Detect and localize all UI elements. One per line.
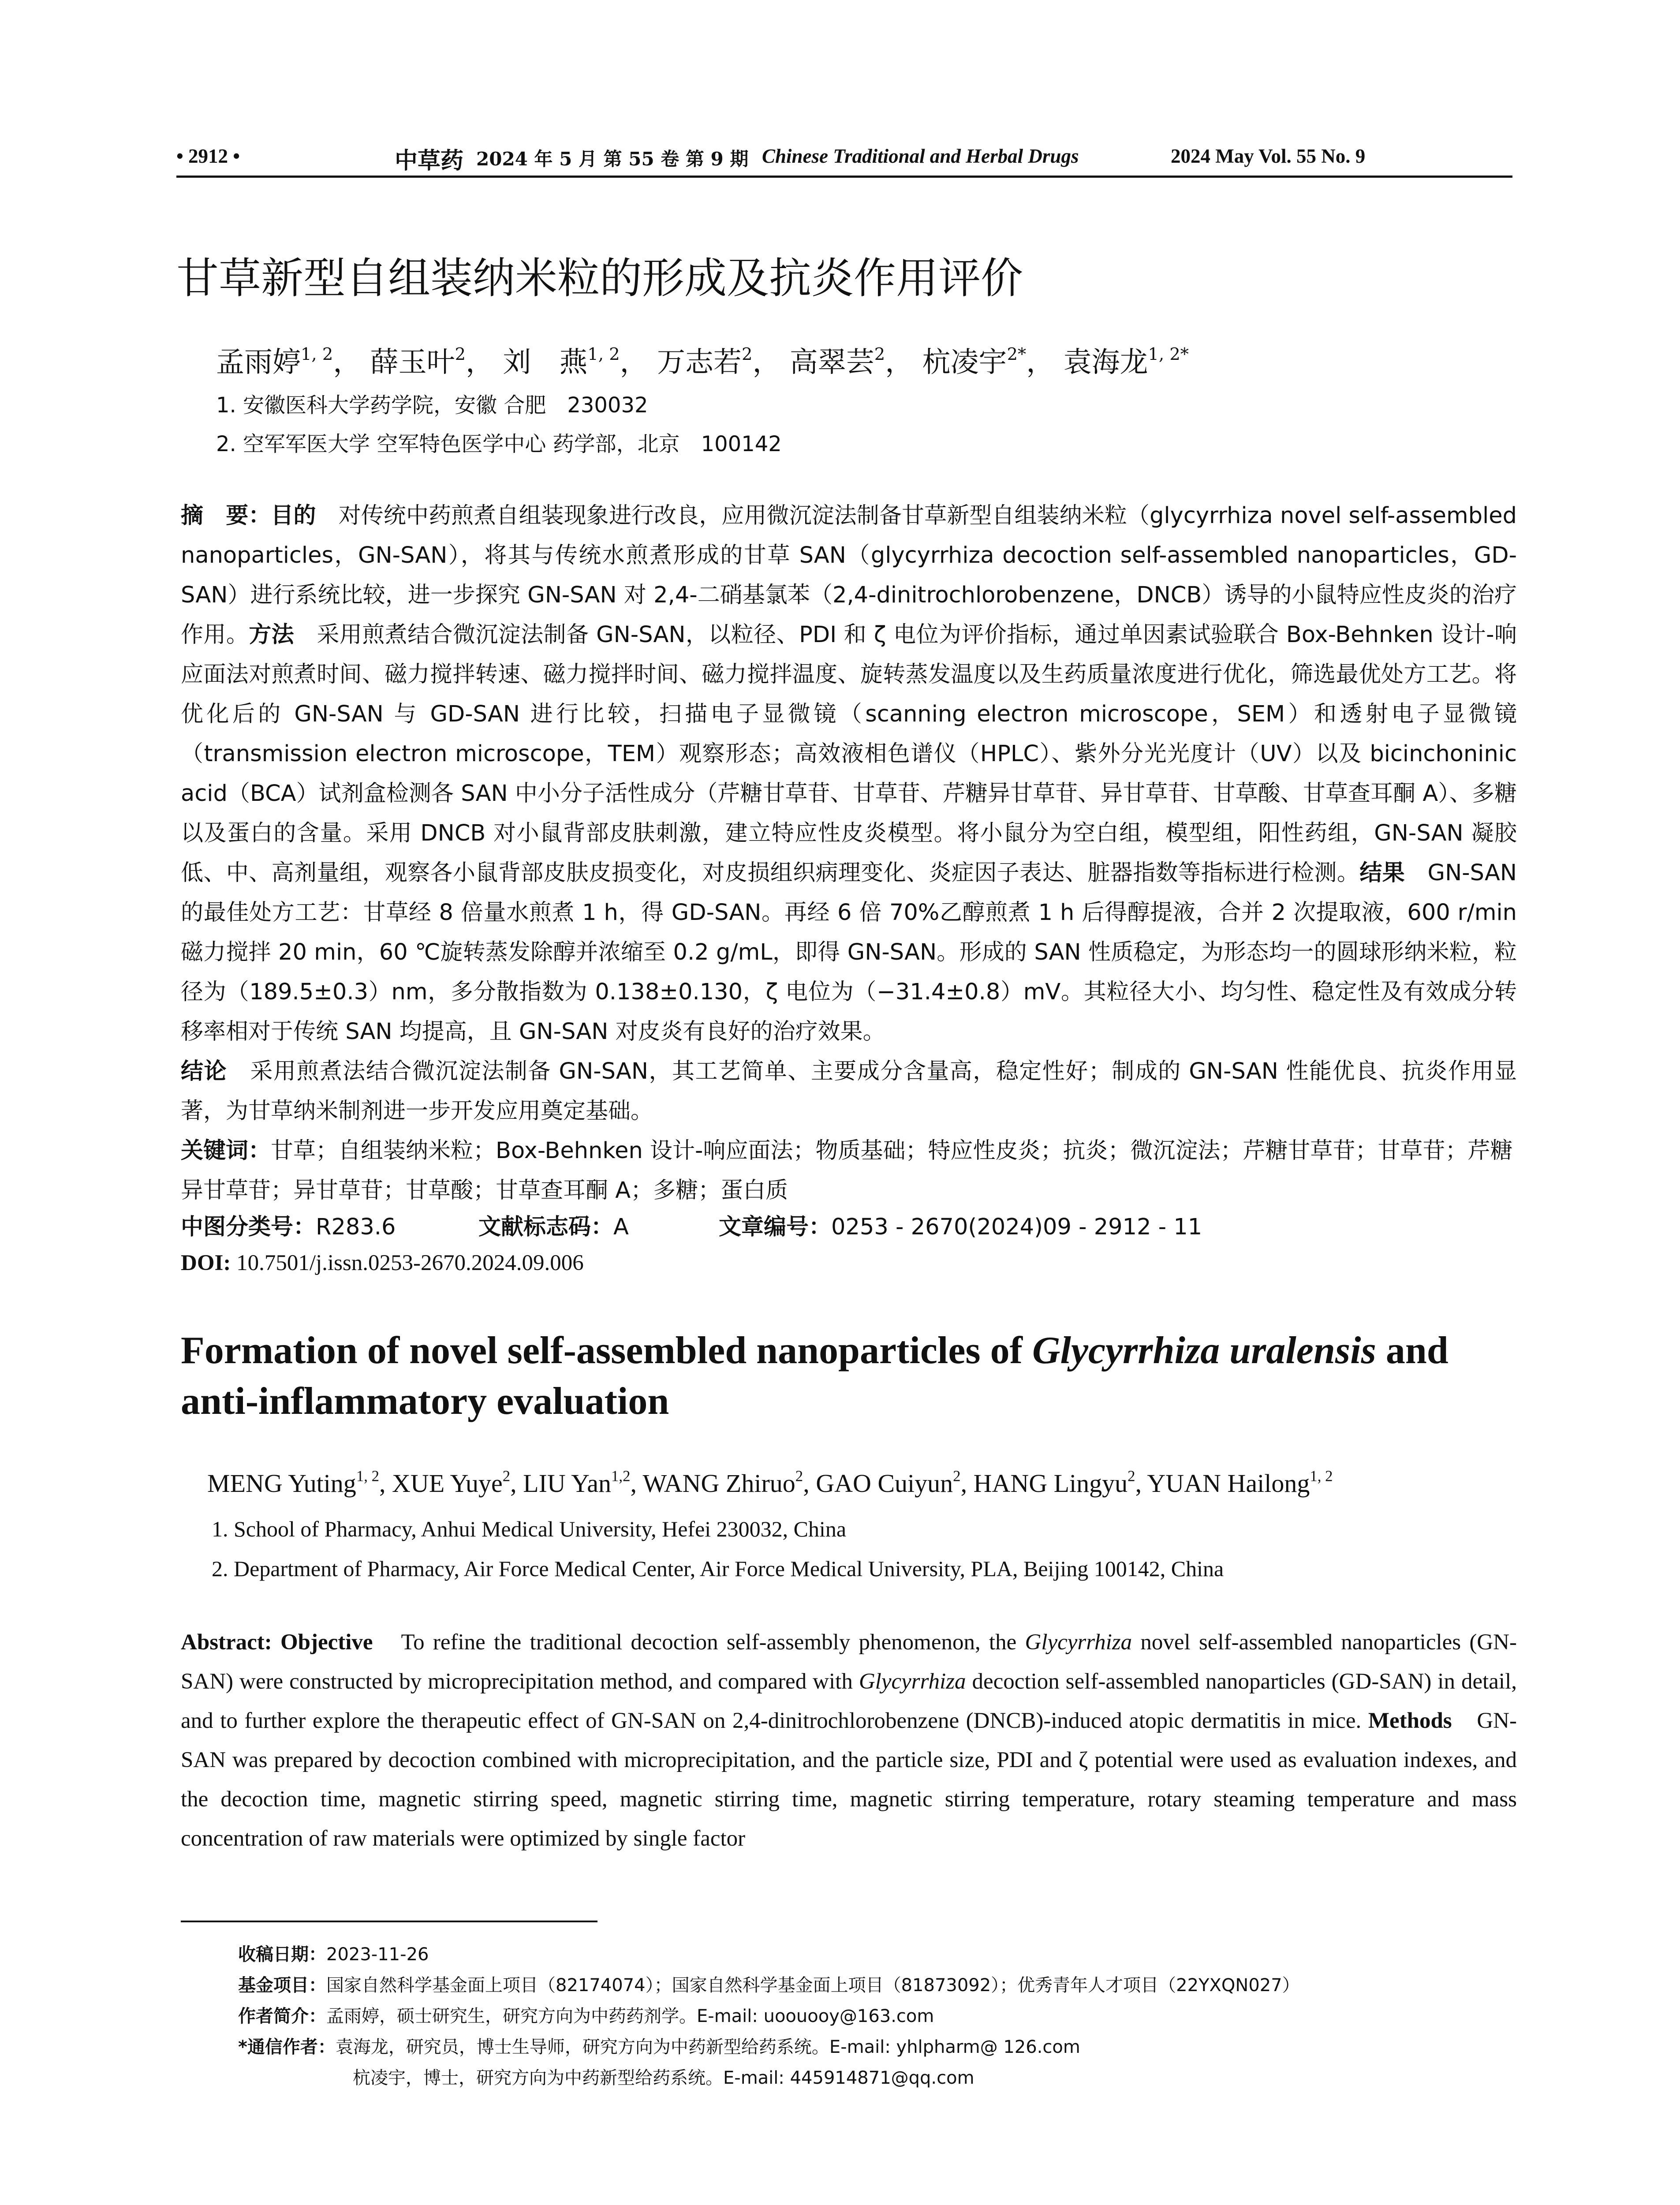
author-cn: 杭凌宇$^{2*}$， [922,344,1055,379]
author-cn: 刘 燕$^{1, 2}$， [503,344,648,379]
footnote-corresponding-2: 杭凌宇，博士，研究方向为中药新型给药系统。E-mail: 445914871@qq.com [353,2068,974,2088]
article-number-label: 文章编号： [719,1214,832,1240]
author-en: XUE Yuye$^2$, [392,1467,523,1498]
author-cn: 袁海龙$^{1, 2*}$ [1063,344,1189,379]
footnote-author: 作者简介：孟雨婷，硕士研究生，研究方向为中药药剂学。E-mail: uoouooy@163.com [238,2006,934,2026]
affiliation-cn-2: 2. 空军军医大学 空军特色医学中心 药学部，北京 100142 [216,432,782,456]
keywords-cn [181,1131,1517,1211]
doi-value: 10.7501/j.issn.0253-2670.2024.09.006 [231,1251,584,1275]
footnote-fund: 基金项目：国家自然科学基金面上项目（82174074）；国家自然科学基金面上项目（81873092）；优秀青年人才项目（22YXQN027） [238,1975,1300,1996]
author-en: GAO Cuiyun$^2$, [816,1467,974,1498]
journal-name-en: Chinese Traditional and Herbal Drugs [762,145,1079,167]
author-cn: 孟雨婷$^{1, 2}$， [216,344,362,379]
author-en: LIU Yan$^{1,2}$, [523,1467,643,1498]
author-en: MENG Yuting$^{1, 2}$, [207,1467,392,1498]
clc-value: R283.6 [316,1214,396,1240]
author-cn: 薛玉叶$^2$， [370,344,494,379]
author-list-en [207,1469,1333,1498]
article-number-value: 0253 - 2670(2024)09 - 2912 - 11 [831,1214,1202,1240]
doc-code-value: A [613,1214,629,1240]
running-header [176,140,1512,178]
issue-cn: 2024 年 5 月 第 55 卷 第 9 期 [476,148,749,170]
objective-text-cn: 对传统中药煎煮自组装现象进行改良，应用微沉淀法制备甘草新型自组装纳米粒（glycyrrhiza novel self-assembled nanoparticles，GN-SAN），将其与传统水煎煮形成的甘草 SAN（glycyrrhiza decoction self-assembled nanoparticles，GD-SAN）进行系统比较，进一步探究 GN-SAN 对 2,4-二硝基氯苯（2,4-dinitrochlorobenzene，DNCB）诱导的小鼠特应性皮炎的治疗作用。 [181,503,1517,648]
author-en: YUAN Hailong$^{1, 2}$ [1147,1467,1333,1498]
conclusion-text-cn: 采用煎煮法结合微沉淀法制备 GN-SAN，其工艺简单、主要成分含量高，稳定性好；制成的 GN-SAN 性能优良、抗炎作用显著，为甘草纳米制剂进一步开发应用奠定基础。 [181,1058,1517,1124]
abstract-cn [181,496,1517,1131]
author-cn: 高翠芸$^2$， [789,344,914,379]
keywords-label: 关键词： [181,1138,271,1164]
abstract-label-cn: 摘 要： [181,503,271,529]
abstract-en: Abstract: Objective To refine the traditional decoction self-assembly phenomenon, the Glycyrrhiza novel self-assembled nanoparticles (GN-SAN) were constructed by microprecipitation method, and compared with Glycyrrhiza decoction self-assembled nanoparticles (GD-SAN) in detail, and to further explore the therapeutic effect of GN-SAN on 2,4-dinitrochlorobenzene (DNCB)-induced atopic dermatitis in mice. Methods GN-SAN was prepared by decoction combined with microprecipitation, and the particle size, PDI and ζ potential were used as evaluation indexes, and the decoction time, magnetic stirring speed, magnetic stirring time, magnetic stirring temperature, rotary steaming temperature and mass concentration of raw materials were optimized by single factor [181,1630,1517,1851]
author-en: WANG Zhiruo$^2$, [642,1467,816,1498]
author-cn: 万志若$^2$， [657,344,781,379]
issue-en: 2024 May Vol. 55 No. 9 [1171,145,1366,167]
classification-line [181,1208,396,1241]
methods-label-en: Methods [1368,1708,1452,1733]
results-label-cn: 结果 [1359,860,1405,886]
clc-label: 中图分类号： [181,1214,316,1240]
doc-code-label: 文献标志码： [478,1214,614,1240]
doi-label: DOI: [181,1251,231,1275]
doi-line [181,1250,584,1276]
footnote-received: 收稿日期：2023-11-26 [238,1944,429,1965]
abstract-label-en: Abstract: Objective [181,1630,373,1655]
methods-label-cn: 方法 [249,622,295,648]
results-text-cn: GN-SAN 的最佳处方工艺：甘草经 8 倍量水煎煮 1 h，得 GD-SAN。再经 6 倍 70%乙醇煎煮 1 h 后得醇提液，合并 2 次提取液，600 r/min 磁力搅拌 20 min，60 ℃旋转蒸发除醇并浓缩至 0.2 g/mL，即得 GN-SAN。形成的 SAN 性质稳定，为形态均一的圆球形纳米粒，粒径为（189.5±0.3）nm，多分散指数为 0.138±0.130，ζ 电位为（−31.4±0.8）mV。其粒径大小、均匀性、稳定性及有效成分转移率相对于传统 SAN 均提高，且 GN-SAN 对皮炎有良好的治疗效果。 [181,860,1517,1045]
objective-label-cn: 目的 [271,503,316,529]
article-title-cn: 甘草新型自组装纳米粒的形成及抗炎作用评价 [176,254,1023,303]
footnote-corresponding: *通信作者：袁海龙，研究员，博士生导师，研究方向为中药新型给药系统。E-mail: yhlpharm@ 126.com [238,2037,1080,2057]
methods-text-cn: 采用煎煮结合微沉淀法制备 GN-SAN，以粒径、PDI 和 ζ 电位为评价指标，通过单因素试验联合 Box-Behnken 设计-响应面法对煎煮时间、磁力搅拌转速、磁力搅拌时间、磁力搅拌温度、旋转蒸发温度以及生药质量浓度进行优化，筛选最优处方工艺。将优化后的 GN-SAN 与 GD-SAN 进行比较，扫描电子显微镜（scanning electron microscope，SEM）和透射电子显微镜（transmission electron microscope，TEM）观察形态；高效液相色谱仪（HPLC）、紫外分光光度计（UV）以及 bicinchoninic acid（BCA）试剂盒检测各 SAN 中小分子活性成分（芹糖甘草苷、甘草苷、芹糖异甘草苷、异甘草苷、甘草酸、甘草查耳酮 A）、多糖以及蛋白的含量。采用 DNCB 对小鼠背部皮肤刺激，建立特应性皮炎模型。将小鼠分为空白组，模型组，阳性药组，GN-SAN 凝胶低、中、高剂量组，观察各小鼠背部皮肤皮损变化，对皮损组织病理变化、炎症因子表达、脏器指数等指标进行检测。 [181,622,1517,886]
conclusion-label-cn: 结论 [181,1058,227,1084]
affiliation-en-1: 1. School of Pharmacy, Anhui Medical University, Hefei 230032, China [212,1517,847,1541]
page-number: • 2912 • [176,145,240,167]
journal-name-cn: 中草药 [395,147,464,174]
author-en: HANG Lingyu$^2$, [973,1467,1147,1498]
article-number-line [719,1208,1202,1241]
author-list-cn [216,340,1189,380]
affiliation-cn-1: 1. 安徽医科大学药学院，安徽 合肥 230032 [216,393,648,418]
keywords-text: 甘草；自组装纳米粒；Box-Behnken 设计-响应面法；物质基础；特应性皮炎；抗炎；微沉淀法；芹糖甘草苷；甘草苷；芹糖异甘草苷；异甘草苷；甘草酸；甘草查耳酮 A；多糖；蛋白质 [181,1138,1513,1203]
doc-code-line [478,1208,629,1241]
affiliation-en-2: 2. Department of Pharmacy, Air Force Medical Center, Air Force Medical University, PLA, Beijing 100142, China [212,1556,1224,1581]
footnote-divider [181,1921,597,1922]
article-title-en: Formation of novel self-assembled nanoparticles of Glycyrrhiza uralensis and anti-inflammatory evaluation [181,1329,1449,1423]
